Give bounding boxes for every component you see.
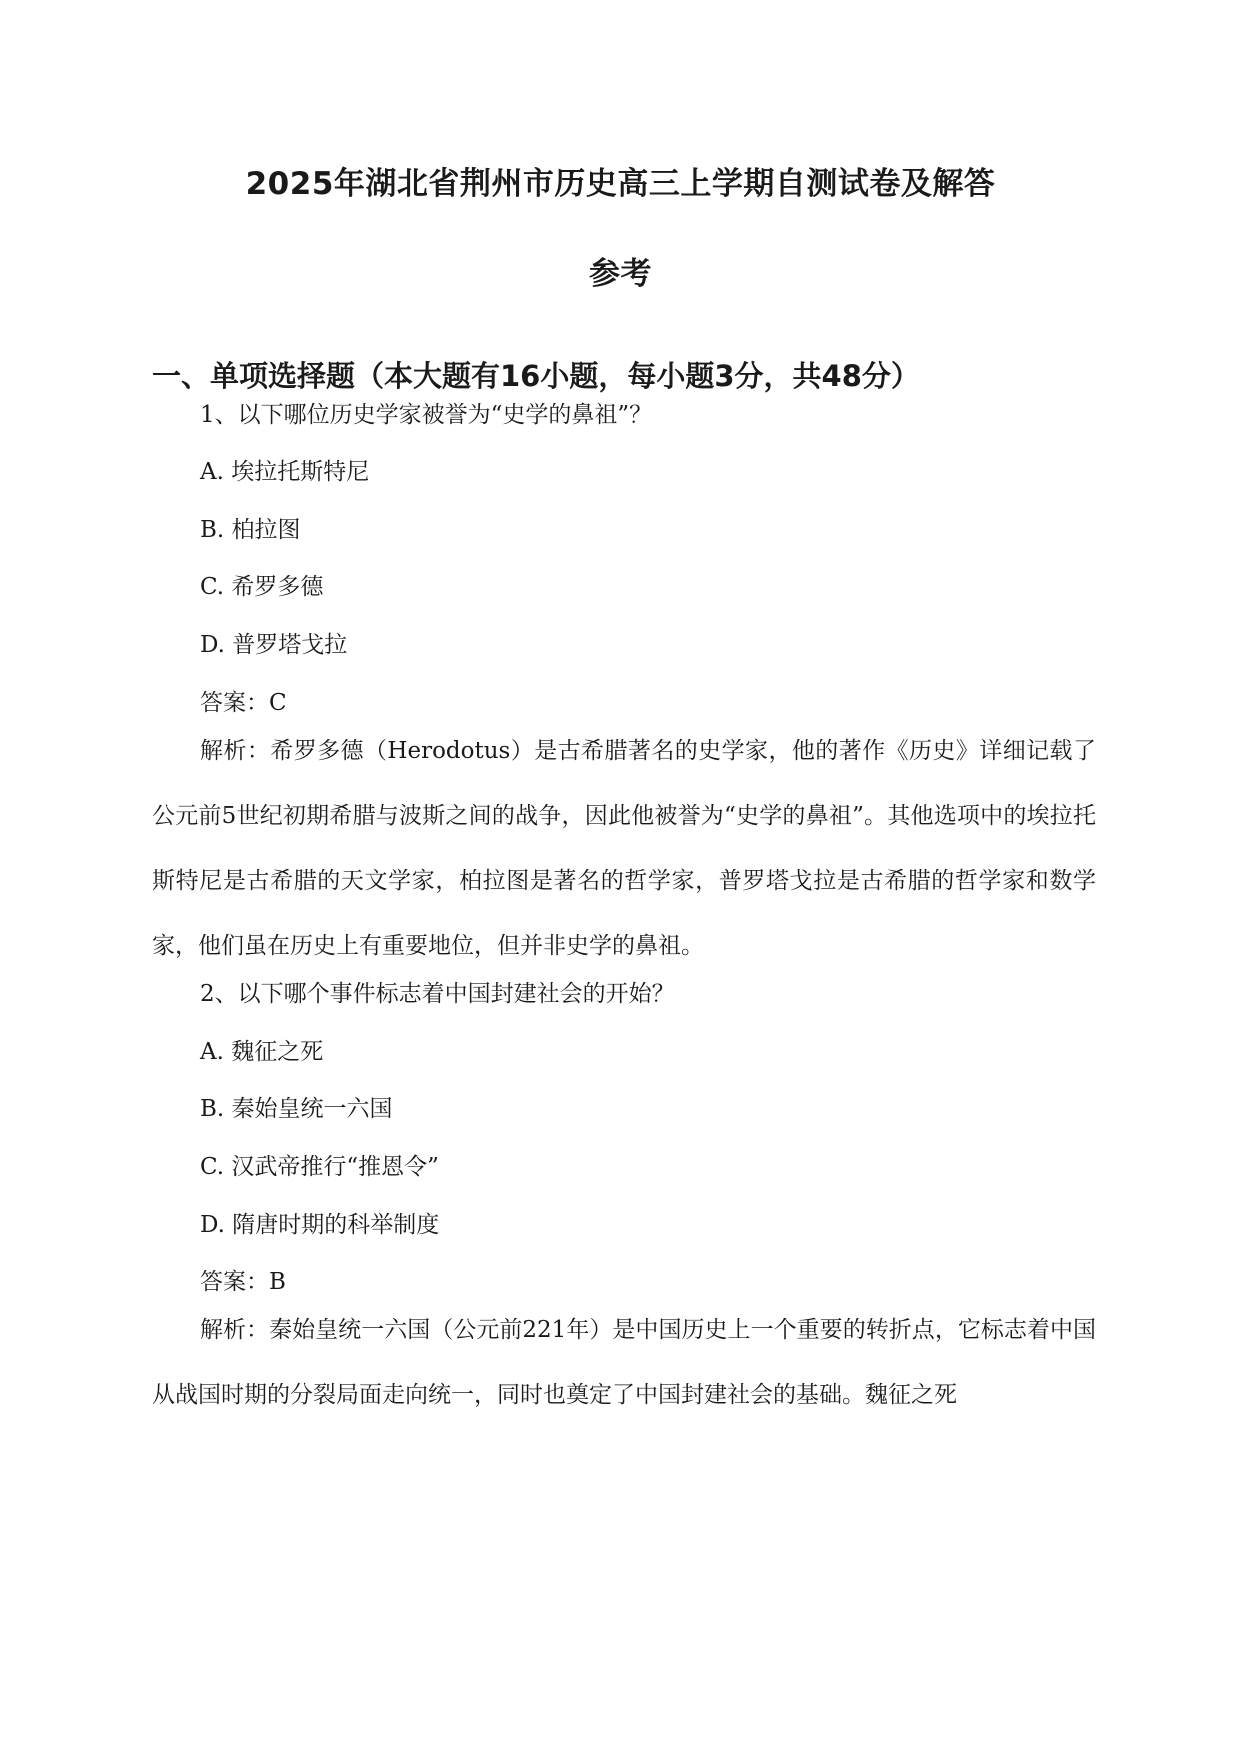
question-1-option-a: A. 埃拉托斯特尼 xyxy=(200,459,370,485)
document-title: 2025年湖北省荆州市历史高三上学期自测试卷及解答 xyxy=(245,166,996,202)
question-2-answer: 答案：B xyxy=(200,1269,286,1295)
section-heading: 一、单项选择题（本大题有16小题，每小题3分，共48分） xyxy=(152,359,920,393)
question-1-option-c: C. 希罗多德 xyxy=(200,574,324,600)
question-1-option-d: D. 普罗塔戈拉 xyxy=(200,632,348,658)
question-2-option-c: C. 汉武帝推行“推恩令” xyxy=(200,1154,439,1180)
question-2-option-b: B. 秦始皇统一六国 xyxy=(200,1096,393,1122)
question-1-option-b: B. 柏拉图 xyxy=(200,517,301,543)
question-1-analysis: 解析：希罗多德（Herodotus）是古希腊著名的史学家，他的著作《历史》详细记载了公元前5世纪初期希腊与波斯之间的战争，因此他被誉为“史学的鼻祖”。其他选项中的埃拉托斯特尼是古希腊的天文学家，柏拉图是著名的哲学家，普罗塔戈拉是古希腊的哲学家和数学家，他们虽在历史上有重要地位，但并非史学的鼻祖。 xyxy=(152,738,1096,959)
question-1-answer: 答案：C xyxy=(200,690,287,716)
question-2-stem: 2、以下哪个事件标志着中国封建社会的开始？ xyxy=(200,981,675,1007)
question-2-option-d: D. 隋唐时期的科举制度 xyxy=(200,1212,440,1238)
question-2-analysis: 解析：秦始皇统一六国（公元前221年）是中国历史上一个重要的转折点，它标志着中国从战国时期的分裂局面走向统一，同时也奠定了中国封建社会的基础。魏征之死 xyxy=(152,1317,1096,1408)
document-title-continued: 参考 xyxy=(589,256,652,292)
question-2-option-a: A. 魏征之死 xyxy=(200,1039,324,1065)
question-1-stem: 1、以下哪位历史学家被誉为“史学的鼻祖”？ xyxy=(200,402,653,428)
